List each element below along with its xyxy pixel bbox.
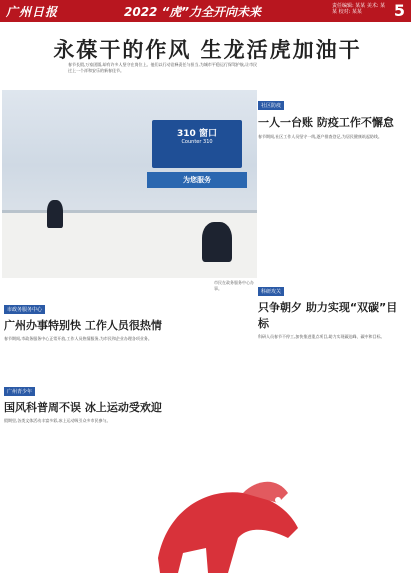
staff-figure [202, 222, 232, 262]
intro-text: 春节长假,万家团圆,却有许多人坚守在岗位上。他们以行动诠释责任与担当,为城市平稳运行保驾护航,让市民过上一个祥和安乐的新春佳节。 [68, 62, 258, 73]
right-column [258, 92, 408, 140]
right-section-2-text: 科研人员春节不停工,加快推进重点项目,助力实现碳达峰、碳中和目标。 [258, 334, 385, 339]
right-section-2-tag: 科研攻关 [258, 287, 284, 296]
left-section-1-text: 春节期间,市政务服务中心正常开放,工作人员热情服务,为市民和企业办理各项业务。 [4, 336, 152, 341]
page-headline: 永葆干的作风 生龙活虎加油干 [53, 37, 362, 62]
photo-caption: 市民在政务服务中心办事。 [214, 280, 254, 291]
service-hall-photo [2, 90, 257, 278]
page-number: 5 [393, 1, 405, 20]
citizen-figure [47, 200, 63, 228]
left-section-2 [4, 378, 209, 424]
right-section-headline: 一人一台账 防疫工作不懈怠 [258, 116, 394, 129]
service-sign: 为您服务 [147, 172, 247, 188]
left-section-1-headline: 广州办事特别快 工作人员很热情 [4, 319, 162, 332]
right-section-text: 春节期间,社区工作人员坚守一线,逐户排查登记,为居民健康筑起防线。 [258, 134, 382, 139]
left-section-2-headline: 国风科普周不误 冰上运动受欢迎 [4, 401, 162, 414]
masthead [0, 0, 411, 22]
left-section-2-text: 假期里,各类文体活动丰富多彩,冰上运动吸引众多市民参与。 [4, 418, 111, 423]
right-section-tag: 社区防疫 [258, 101, 284, 110]
right-section-2 [258, 278, 408, 340]
newspaper-logo: 广州日报 [6, 5, 59, 19]
right-section-2-headline: 只争朝夕 助力实现“双碳”目标 [258, 301, 398, 330]
left-section-2-tag: 广州青少年 [4, 387, 35, 396]
left-section-1 [4, 296, 209, 342]
counter-sign [152, 120, 242, 168]
tiger-illustration [148, 448, 303, 578]
left-section-1-tag: 市政务服务中心 [4, 305, 45, 314]
theme-banner: 2022 “虎”力全开向未来 [124, 5, 262, 19]
counter-title: 310 窗口 [177, 129, 217, 139]
editor-meta: 责任编辑: 某某 美术: 某某 校对: 某某 [332, 3, 386, 15]
counter-en: Counter 310 [181, 139, 213, 145]
